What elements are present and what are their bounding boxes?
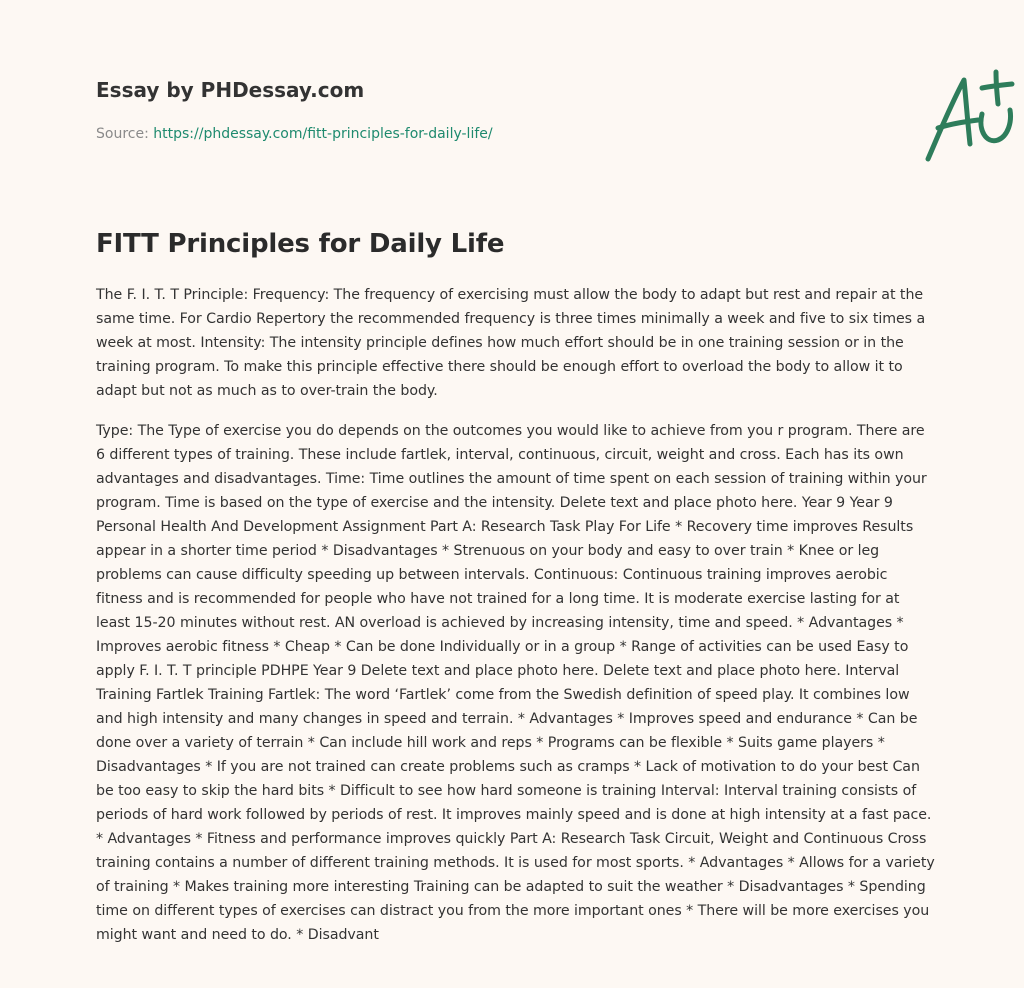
essay-body	[96, 283, 936, 963]
a-plus-logo-icon	[908, 66, 1024, 166]
paragraph-2: Type: The Type of exercise you do depends on the outcomes you would like to achieve from you r program. There are 6 different types of training. These include fartlek, interval, continuous, circuit, weight and cross. Each has its own advantages and disadvantages. Time: Time outlines the amount of time spent on each session of training within your program. Time is based on the type of exercise and the intensity. Delete text and place photo here. Year 9 Year 9 Personal Health And Development Assignment Part A: Research Task Play For Life * Recovery time improves Results appear in a shorter time period * Disadvantages * Strenuous on your body and easy to over train * Knee or leg problems can cause difficulty speeding up between intervals. Continuous: Continuous training improves aerobic fitness and is recommended for people who have not trained for a long time. It is moderate exercise lasting for at least 15-20 minutes without rest. AN overload is achieved by increasing intensity, time and speed. * Advantages * Improves aerobic fitness * Cheap * Can be done Individually or in a group * Range of activities can be used Easy to apply F. I. T. T principle PDHPE Year 9 Delete text and place photo here. Delete text and place photo here. Interval Training Fartlek Training Fartlek: The word ‘Fartlek’ come from the Swedish definition of speed play. It combines low and high intensity and many changes in speed and terrain. * Advantages * Improves speed and endurance * Can be done over a variety of terrain * Can include hill work and reps * Programs can be flexible * Suits game players * Disadvantages * If you are not trained can create problems such as cramps * Lack of motivation to do your best Can be too easy to skip the hard bits * Difficult to see how hard someone is training Interval: Interval training consists of periods of hard work followed by periods of rest. It improves mainly speed and is done at high intensity at a fast pace. * Advantages * Fitness and performance improves quickly Part A: Research Task Circuit, Weight and Continuous Cross training contains a number of different training methods. It is used for most sports. * Advantages * Allows for a variety of training * Makes training more interesting Training can be adapted to suit the weather * Disadvantages * Spending time on different types of exercises can distract you from the more important ones * There will be more exercises you might want and need to do. * Disadvant	[96, 423, 935, 943]
document-title: FITT Principles for Daily Life	[96, 229, 505, 259]
paragraph-1: The F. I. T. T Principle: Frequency: The frequency of exercising must allow the body to adapt but rest and repair at the same time. For Cardio Repertory the recommended frequency is three times minimally a week and five to six times a week at most. Intensity: The intensity principle defines how much effort should be in one training session or in the training program. To make this principle effective there should be enough effort to overload the body to allow it to adapt but not as much as to over-train the body.	[96, 287, 926, 399]
source-label: Source:	[96, 126, 154, 142]
site-title: Essay by PHDessay.com	[96, 78, 365, 102]
source-link[interactable]: https://phdessay.com/fitt-principles-for-daily-life/	[153, 126, 493, 142]
source-line	[96, 124, 493, 144]
